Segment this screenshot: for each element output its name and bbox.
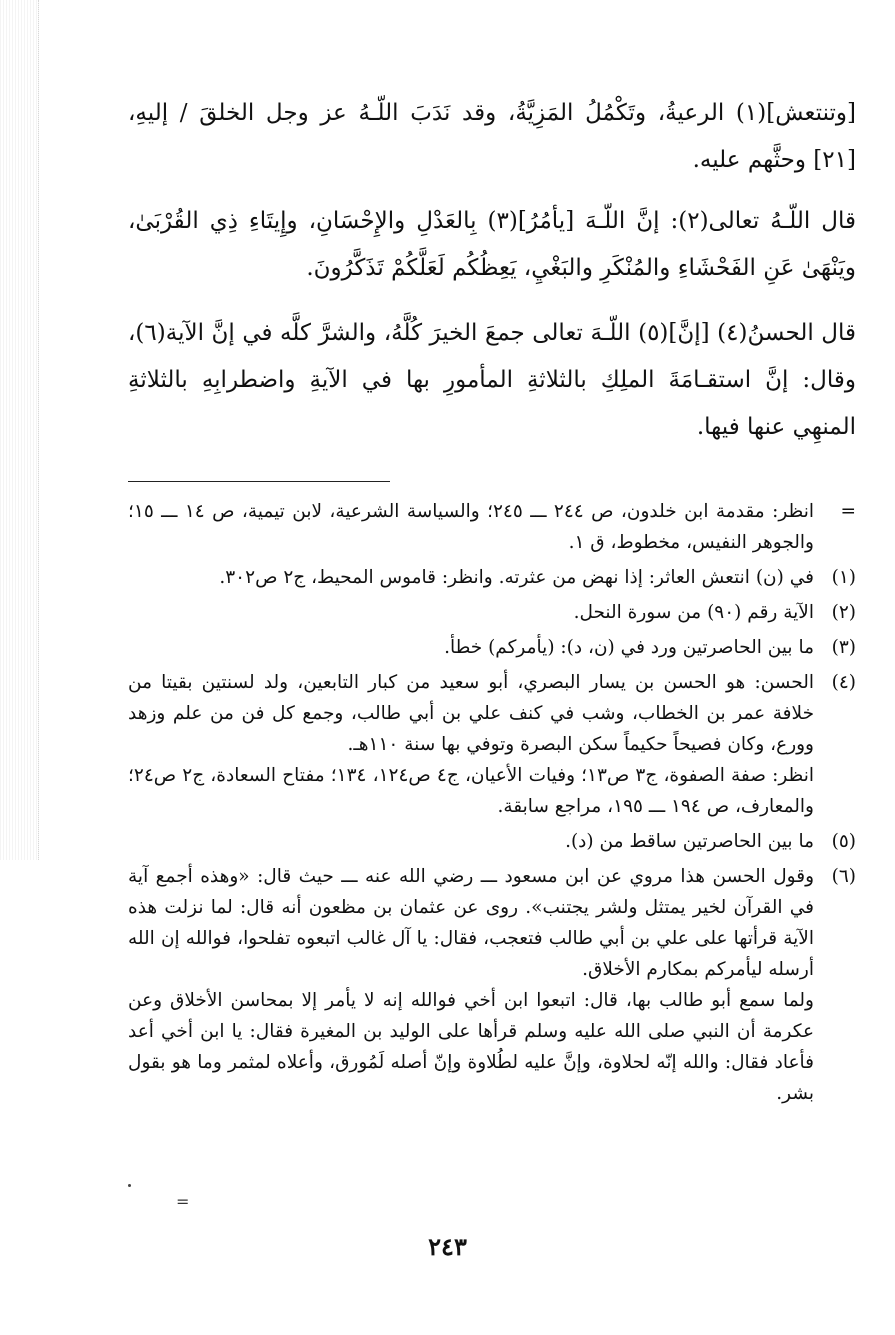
paragraph-1: [وتنتعش](١) الرعيةُ، وتَكْمُلُ المَزِيَّةُ، وقد نَدَبَ اللّـهُ عز وجل الخلقَ / إليهِ، [٢١] وحثَّهم عليه.: [128, 100, 856, 173]
footnote-6-main: وقول الحسن هذا مروي عن ابن مسعود ـــ رضي الله عنه ـــ حيث قال: «وهذه أجمع آية في القرآن لخير يمتثل ولشر يجتنب». روى عن عثمان بن مظعون أنه قال: لما نزلت هذه الآية قرأتها على علي بن أبي طالب فتعجب، فقال: يا آل غالب اتبعوه تفلحوا، فوالله إن الله أرسله ليأمركم بمكارم الأخلاق.: [128, 866, 814, 980]
footnote-text: [128, 861, 814, 1109]
footnote-continued: [128, 496, 856, 558]
paragraph-3: قال الحسنُ(٤) [إنَّ](٥) اللّـهَ تعالى جمعَ الخيرَ كُلَّهُ، والشرَّ كلَّه في إنَّ الآية(٦)، وقال: إنَّ استقـامَةَ الملِكِ بالثلاثةِ المأمورِ بها في الآيةِ واضطرابِهِ بالثلاثةِ المنهِي عنها فيها.: [128, 320, 856, 440]
footnote-4: [128, 667, 856, 822]
paragraph-2-quran-verse: قال اللّـهُ تعالى(٢): إنَّ اللّـهَ [يأمُرُ](٣) بِالعَدْلِ والإِحْسَانِ، وإِيتَاءِ ذِي القُرْبَىٰ، ويَنْهَىٰ عَنِ الفَحْشَاءِ والمُنْكَرِ والبَغْيِ، يَعِظُكُم لَعَلَّكُمْ تَذَكَّرُونَ.: [128, 208, 856, 281]
page-number: ٢٤٣: [428, 1232, 467, 1261]
main-text: [128, 90, 856, 451]
footnote-continued-text: انظر: مقدمة ابن خلدون، ص ٢٤٤ ـــ ٢٤٥؛ والسياسة الشرعية، لابن تيمية، ص ١٤ ـــ ١٥؛ والجوهر النفيس، مخطوط، ق ١.: [128, 501, 814, 553]
scan-speck: [128, 1184, 131, 1187]
footnote-1: [128, 562, 856, 593]
footnote-6-continuation: ولما سمع أبو طالب بها، قال: اتبعوا ابن أخي فوالله إنه لا يأمر إلا بمحاسن الأخلاق وعن عكرمة أن النبي صلى الله عليه وسلم قرأها على الوليد بن المغيرة فقال: يا ابن أخي أعد فأعاد فقال: والله إنّه لحلاوة، وإنَّ عليه لطُلاوة وإنّ أصله لَمُورق، وأعلاه لمثمر وما هو بقول بشر.: [128, 990, 814, 1104]
scan-edge-artifact: [0, 0, 39, 860]
footnote-text: الآية رقم (٩٠) من سورة النحل.: [573, 602, 814, 623]
footnote-6: [128, 861, 856, 1109]
footnote-text: ما بين الحاصرتين ورد في (ن، د): (يأمركم) خطأ.: [444, 637, 814, 658]
footnote-text: ما بين الحاصرتين ساقط من (د).: [565, 831, 814, 852]
footnote-3: [128, 632, 856, 663]
footnotes: [128, 496, 856, 1109]
footnote-4-bio: الحسن: هو الحسن بن يسار البصري، أبو سعيد من كبار التابعين، ولد لسنتين بقيتا من خلافة عمر بن الخطاب، وشب في كنف علي بن أبي طالب، وجمع كل فن من علم وزهد وورع، وكان فصيحاً حكيماً سكن البصرة وتوفي بها سنة ١١٠هـ.: [128, 672, 814, 755]
footnote-text: في (ن) انتعش العاثر: إذا نهض من عثرته. وانظر: قاموس المحيط، ج٢ ص٣٠٢.: [219, 567, 814, 588]
book-page: [128, 90, 856, 1113]
footnote-number: (٢): [831, 602, 856, 623]
footnote-divider: [128, 481, 390, 482]
footnote-continued-marker: =: [840, 501, 856, 522]
footnote-number: (٣): [831, 637, 856, 658]
footnote-text: [128, 667, 814, 822]
footnote-number: (١): [831, 567, 856, 588]
footnote-number: (٥): [831, 831, 856, 852]
stray-mark: =: [176, 1192, 190, 1211]
footnote-number: (٦): [831, 866, 856, 887]
footnote-5: [128, 826, 856, 857]
footnote-2: [128, 597, 856, 628]
footnote-number: (٤): [831, 672, 856, 693]
footnote-4-references: انظر: صفة الصفوة، ج٣ ص١٣؛ وفيات الأعيان، ج٤ ص١٢٤، ١٣٤؛ مفتاح السعادة، ج٢ ص٢٤؛ والمعارف، ص ١٩٤ ـــ ١٩٥، مراجع سابقة.: [128, 765, 815, 817]
